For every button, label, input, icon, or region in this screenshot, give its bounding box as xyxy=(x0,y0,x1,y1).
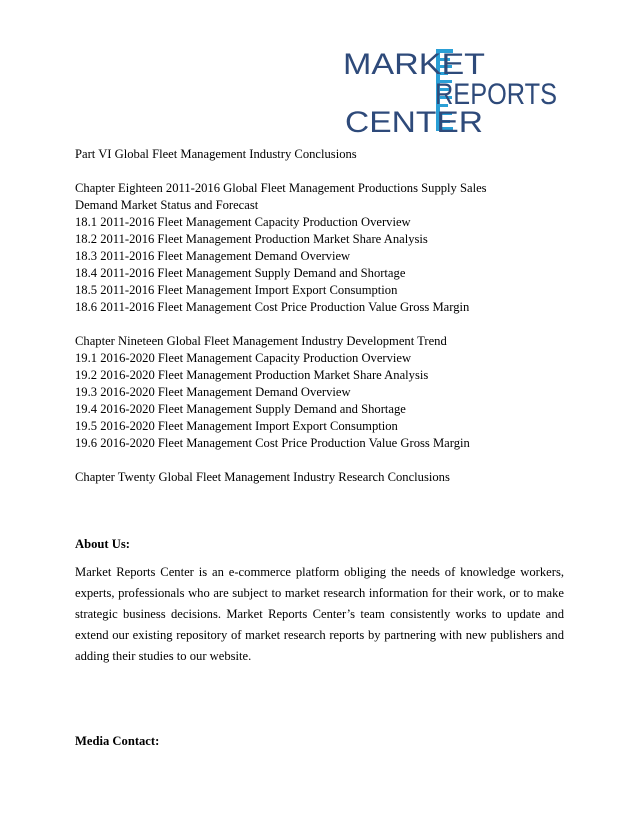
about-heading: About Us: xyxy=(75,537,130,551)
chapter-18-title-line-1: Chapter Eighteen 2011-2016 Global Fleet Management Productions Supply Sales xyxy=(75,181,487,195)
toc-item: 19.1 2016-2020 Fleet Management Capacity Production Overview xyxy=(75,351,412,365)
toc-item: 19.3 2016-2020 Fleet Management Demand Overview xyxy=(75,385,351,399)
chapter-18-title-line-2: Demand Market Status and Forecast xyxy=(75,198,259,212)
document-body xyxy=(75,146,564,750)
spacer xyxy=(75,486,564,519)
market-reports-center-logo xyxy=(343,40,558,139)
logo-graphic xyxy=(343,40,558,139)
toc-item: 19.5 2016-2020 Fleet Management Import Export Consumption xyxy=(75,419,398,433)
toc-item: 18.4 2011-2016 Fleet Management Supply Demand and Shortage xyxy=(75,266,406,280)
toc-item: 19.4 2016-2020 Fleet Management Supply Demand and Shortage xyxy=(75,402,406,416)
toc-item: 19.6 2016-2020 Fleet Management Cost Price Production Value Gross Margin xyxy=(75,436,470,450)
chapter-19-title: Chapter Nineteen Global Fleet Management Industry Development Trend xyxy=(75,334,447,348)
logo-line-2: REPORTS xyxy=(435,78,557,111)
toc-item: 18.3 2011-2016 Fleet Management Demand Overview xyxy=(75,249,351,263)
toc-item: 18.6 2011-2016 Fleet Management Cost Price Production Value Gross Margin xyxy=(75,300,470,314)
about-paragraph: Market Reports Center is an e-commerce platform obliging the needs of knowledge workers, experts, professionals who are subject to market research information for their work, or to make strategic business decisions. Market Reports Center’s team consistently works to update and extend our existing repository of market research reports by partnering with new publishers and adding their studies to our website. xyxy=(75,565,564,663)
toc-item: 18.1 2011-2016 Fleet Management Capacity Production Overview xyxy=(75,215,411,229)
logo-line-3: CENTER xyxy=(345,106,483,139)
media-contact-heading: Media Contact: xyxy=(75,734,160,748)
toc-item: 18.5 2011-2016 Fleet Management Import Export Consumption xyxy=(75,283,398,297)
toc-item: 19.2 2016-2020 Fleet Management Production Market Share Analysis xyxy=(75,368,429,382)
logo-line-1: MARKET xyxy=(343,48,485,81)
spacer xyxy=(75,452,564,469)
spacer xyxy=(75,519,564,536)
spacer xyxy=(75,667,564,700)
spacer xyxy=(75,316,564,333)
about-section xyxy=(75,536,564,667)
part-title: Part VI Global Fleet Management Industry Conclusions xyxy=(75,147,357,161)
toc-item: 18.2 2011-2016 Fleet Management Production Market Share Analysis xyxy=(75,232,428,246)
spacer xyxy=(75,163,564,180)
chapter-19-section xyxy=(75,333,564,452)
chapter-20-title: Chapter Twenty Global Fleet Management Industry Research Conclusions xyxy=(75,470,450,484)
spacer xyxy=(75,700,564,733)
chapter-18-section xyxy=(75,180,564,316)
